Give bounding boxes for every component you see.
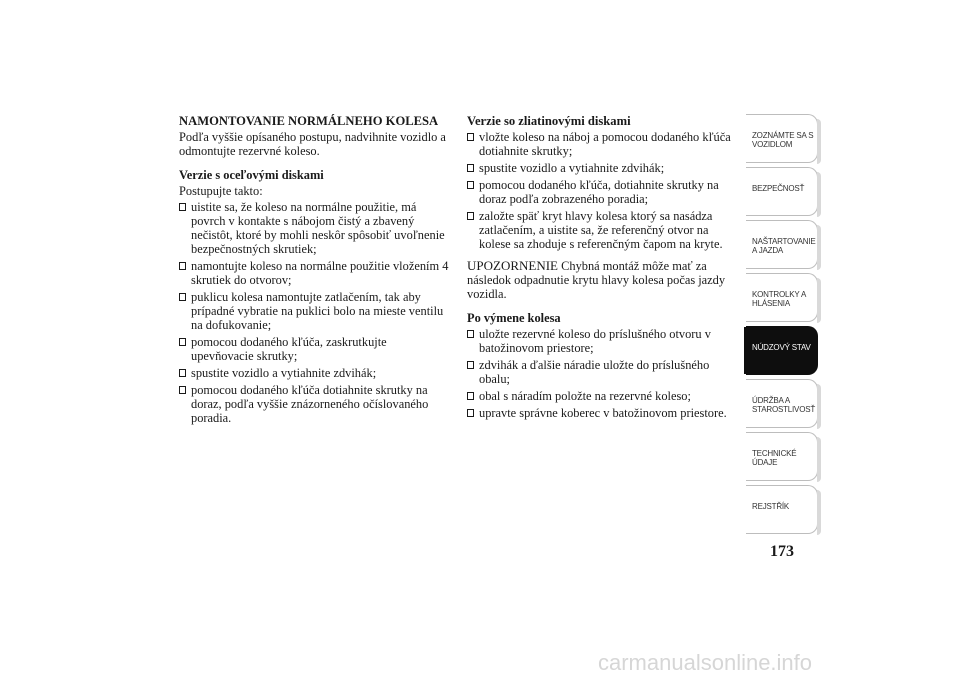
steel-steps-list	[179, 200, 451, 425]
checkbox-bullet-icon	[179, 386, 186, 394]
intro-paragraph: Podľa vyššie opísaného postupu, nadvihnite vozidlo a odmontujte rezervné koleso.	[179, 130, 446, 158]
watermark: carmanualsonline.info	[598, 650, 813, 675]
checkbox-bullet-icon	[179, 338, 186, 346]
tab-rejstrik[interactable]: REJSTŘÍK	[746, 485, 818, 534]
checkbox-bullet-icon	[467, 361, 474, 369]
alloy-steps-list	[467, 130, 737, 251]
after-steps-list	[467, 327, 737, 420]
tab-kontrolky[interactable]: KONTROLKY A HLÁSENIA	[746, 273, 818, 322]
checkbox-bullet-icon	[179, 293, 186, 301]
list-item: spustite vozidlo a vytiahnite zdvihák;	[179, 366, 451, 380]
checkbox-bullet-icon	[467, 409, 474, 417]
tab-zoznamte-sa[interactable]: ZOZNÁMTE SA S VOZIDLOM	[746, 114, 818, 163]
chapter-tabs	[746, 114, 818, 538]
section-heading: NAMONTOVANIE NORMÁLNEHO KOLESA	[179, 114, 439, 128]
warning-note	[467, 259, 737, 301]
tab-bezpecnost[interactable]: BEZPEČNOSŤ	[746, 167, 818, 216]
list-item: upravte správne koberec v batožinovom priestore.	[467, 406, 737, 420]
list-item: puklicu kolesa namontujte zatlačením, tak aby prípadné vybratie na puklici bolo na mieste ventilu na dofukovanie;	[179, 290, 451, 332]
tab-udrzba[interactable]: ÚDRŽBA A STAROSTLIVOSŤ	[746, 379, 818, 428]
list-item: pomocou dodaného kľúča, dotiahnite skrutky na doraz podľa zobrazeného poradia;	[467, 178, 737, 206]
tab-technicke-udaje[interactable]: TECHNICKÉ ÚDAJE	[746, 432, 818, 481]
checkbox-bullet-icon	[179, 203, 186, 211]
alloy-heading: Verzie so zliatinovými diskami	[467, 114, 631, 128]
list-item: namontujte koleso na normálne použitie vložením 4 skrutiek do otvorov;	[179, 259, 451, 287]
list-item: vložte koleso na náboj a pomocou dodaného kľúča dotiahnite skrutky;	[467, 130, 737, 158]
right-column	[467, 114, 737, 423]
checkbox-bullet-icon	[467, 330, 474, 338]
list-item: obal s náradím položte na rezervné koleso;	[467, 389, 737, 403]
checkbox-bullet-icon	[467, 133, 474, 141]
steel-heading: Verzie s oceľovými diskami	[179, 168, 324, 182]
tab-nudzovy-stav[interactable]: NÚDZOVÝ STAV	[746, 326, 818, 375]
list-item: pomocou dodaného kľúča, zaskrutkujte upevňovacie skrutky;	[179, 335, 451, 363]
after-heading: Po výmene kolesa	[467, 311, 561, 325]
list-item: spustite vozidlo a vytiahnite zdvihák;	[467, 161, 737, 175]
checkbox-bullet-icon	[467, 212, 474, 220]
left-column	[179, 114, 451, 428]
checkbox-bullet-icon	[467, 181, 474, 189]
list-item: založte späť kryt hlavy kolesa ktorý sa nasádza zatlačením, a uistite sa, že referenčný otvor na kolese sa zhoduje s referenčným čapom na kryte.	[467, 209, 737, 251]
steel-intro: Postupujte takto:	[179, 184, 263, 198]
checkbox-bullet-icon	[179, 369, 186, 377]
list-item: zdvihák a ďalšie náradie uložte do príslušného obalu;	[467, 358, 737, 386]
list-item: uložte rezervné koleso do príslušného otvoru v batožinovom priestore;	[467, 327, 737, 355]
tab-nastartovanie[interactable]: NAŠTARTOVANIE A JAZDA	[746, 220, 818, 269]
checkbox-bullet-icon	[467, 392, 474, 400]
list-item: uistite sa, že koleso na normálne použitie, má povrch v kontakte s nábojom čistý a zbavený nečistôt, ktoré by mohli neskôr spôsobiť uvoľnenie bezpečnostných skrutiek;	[179, 200, 451, 256]
checkbox-bullet-icon	[179, 262, 186, 270]
warning-label: UPOZORNENIE	[467, 258, 558, 273]
checkbox-bullet-icon	[467, 164, 474, 172]
page-number: 173	[770, 543, 794, 560]
warning-text: Chybná montáž môže mať za následok odpadnutie krytu hlavy kolesa počas jazdy vozidla.	[467, 259, 726, 301]
list-item: pomocou dodaného kľúča dotiahnite skrutky na doraz, podľa vyššie znázorneného očíslovaného poradia.	[179, 383, 451, 425]
